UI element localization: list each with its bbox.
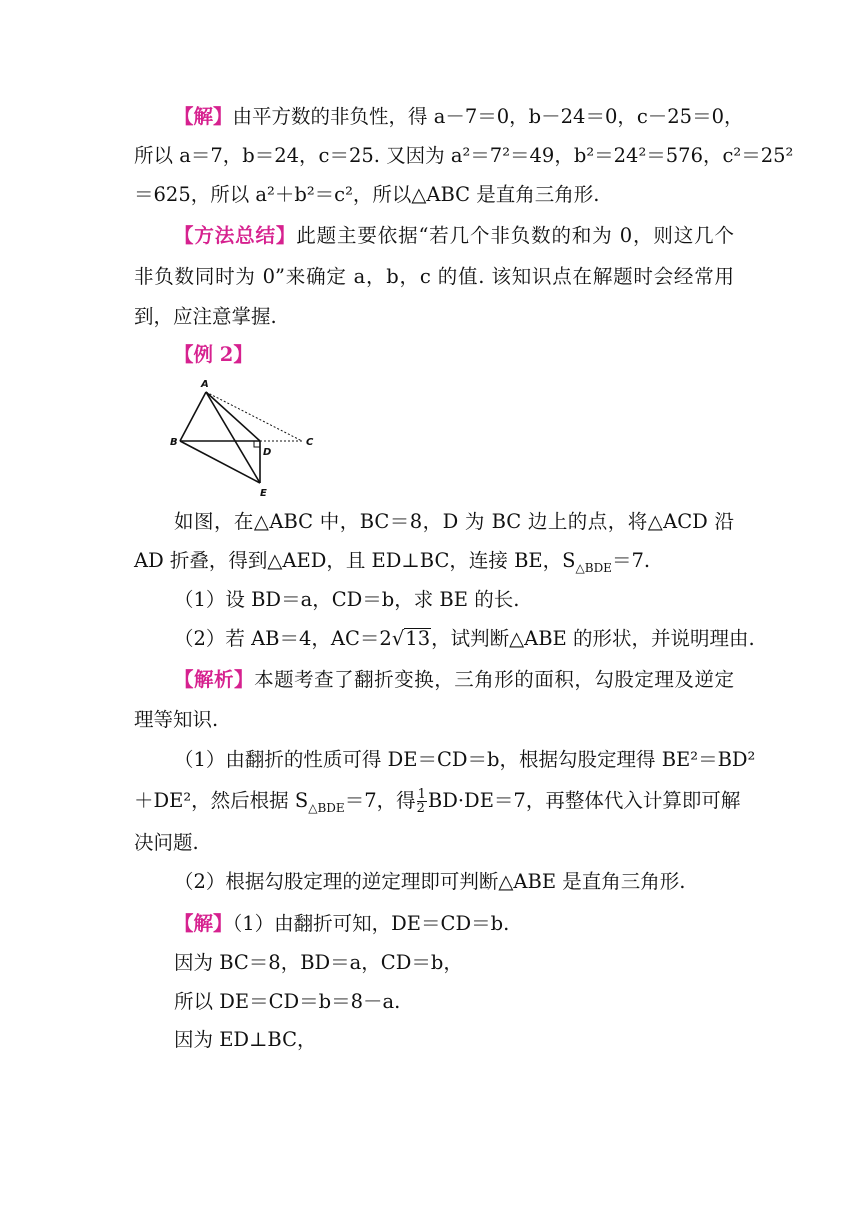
label-c: C [306, 437, 314, 448]
analysis-tag: 【解析】 [174, 668, 255, 691]
segment-ad [206, 392, 260, 441]
example-tag: 【例 2】 [174, 343, 253, 366]
analysis-p1-line2: ＋DE²，然后根据 $S_{\triangle BDE}=7$，得 $\frac{1}{2}$ BD·DE＝7，再整体代入计算即可解 [134, 787, 741, 816]
question-2: （2）若 AB＝4，AC＝2√13，试判断△ABE 的形状，并说明理由. [174, 627, 755, 650]
analysis-p1-line3: 决问题. [134, 831, 199, 854]
problem-line2: AD 折叠，得到△AED，且 ED⊥BC，连接 BE，$S_{\triangle BDE}=7$. [134, 549, 651, 575]
example2-heading [174, 340, 734, 370]
summary-tag: 【方法总结】 [174, 224, 297, 247]
summary-line3: 到，应注意掌握. [134, 305, 277, 328]
solution1-line3: ＝625，所以 a²＋b²＝c²，所以△ABC 是直角三角形. [134, 183, 600, 206]
sqrt-radicand: 13 [405, 627, 431, 650]
figure-lines [180, 392, 260, 483]
fraction-one-half: $\frac{1}{2}$ [416, 787, 426, 816]
question-1: （1）设 BD＝a，CD＝b，求 BE 的长. [174, 588, 520, 611]
label-e: E [260, 488, 267, 499]
analysis-line2: 理等知识. [134, 708, 219, 731]
solution2-line2: 因为 BC＝8，BD＝a，CD＝b， [174, 951, 463, 974]
label-b: B [170, 437, 178, 448]
summary-line1: 【方法总结】此题主要依据“若几个非负数的和为 0，则这几个 [174, 224, 734, 247]
solution1-line2: 所以 a＝7，b＝24，c＝25. 又因为 a²＝7²＝49，b²＝24²＝576，c²＝25² [134, 144, 794, 167]
solution2-line4: 因为 ED⊥BC， [174, 1028, 317, 1051]
label-a: A [201, 379, 209, 390]
analysis-p2: （2）根据勾股定理的逆定理即可判断△ABE 是直角三角形. [174, 870, 686, 893]
solution2-line1: 【解】（1）由翻折可知，DE＝CD＝b. [174, 912, 510, 935]
triangle-figure [168, 372, 328, 502]
solution-tag: 【解】 [174, 912, 233, 935]
label-d: D [263, 447, 272, 458]
summary-line2: 非负数同时为 0”来确定 a，b，c 的值. 该知识点在解题时会经常用 [134, 265, 734, 288]
solution1-line1: 【解】由平方数的非负性，得 a－7＝0，b－24＝0，c－25＝0， [174, 105, 744, 128]
solution2-line3: 所以 DE＝CD＝b＝8－a. [174, 990, 401, 1013]
right-angle-mark [254, 441, 260, 447]
solution-tag: 【解】 [174, 105, 233, 128]
sqrt-sign: √ [391, 627, 405, 650]
analysis-line1: 【解析】本题考查了翻折变换，三角形的面积，勾股定理及逆定 [174, 668, 734, 691]
problem-line1: 如图，在△ABC 中，BC＝8，D 为 BC 边上的点，将△ACD 沿 [174, 510, 734, 533]
analysis-p1-line1: （1）由翻折的性质可得 DE＝CD＝b，根据勾股定理得 BE²＝BD² [174, 748, 756, 771]
segment-ab [180, 392, 206, 441]
